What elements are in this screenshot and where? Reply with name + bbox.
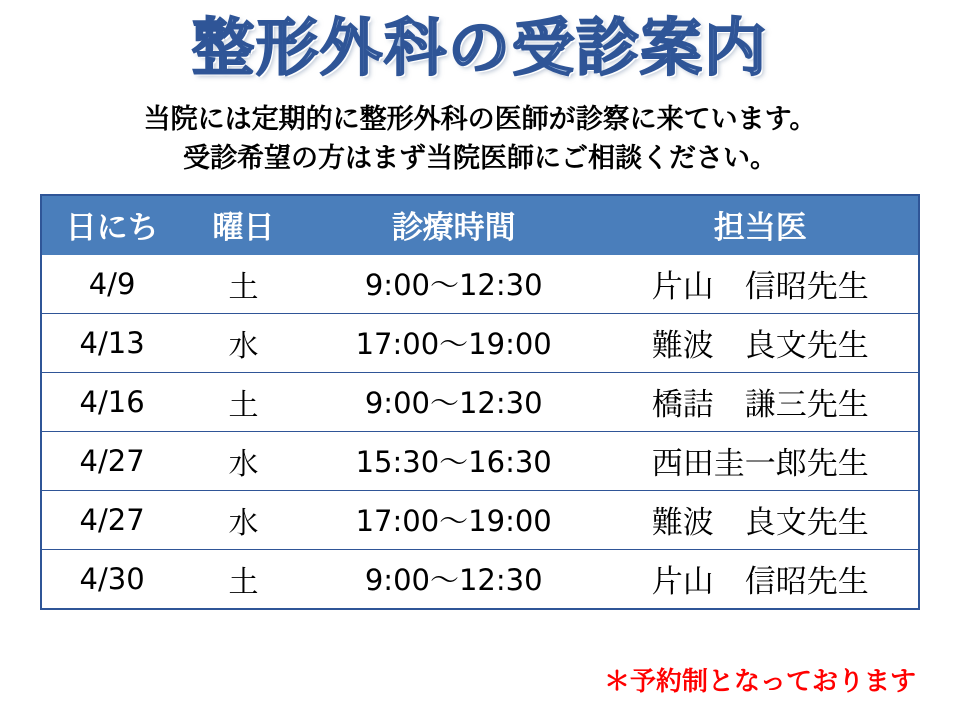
cell-time: 17:00〜19:00 [305,491,603,550]
cell-date: 4/16 [42,373,182,432]
table-row [42,550,918,609]
cell-date: 4/27 [42,432,182,491]
lead-line-1: 当院には定期的に整形外科の医師が診察に来ています。 [143,104,817,136]
column-header-doctor: 担当医 [603,196,918,255]
cell-doctor: 難波 良文先生 [603,314,918,373]
cell-date: 4/27 [42,491,182,550]
cell-day: 水 [182,491,305,550]
cell-doctor: 難波 良文先生 [603,491,918,550]
cell-day: 水 [182,314,305,373]
cell-time: 9:00〜12:30 [305,373,603,432]
cell-time: 9:00〜12:30 [305,550,603,609]
title-area [0,0,960,82]
cell-date: 4/13 [42,314,182,373]
cell-doctor: 西田圭一郎先生 [603,432,918,491]
reservation-note: ＊予約制となっております [603,667,916,697]
cell-date: 4/30 [42,550,182,609]
cell-time: 9:00〜12:30 [305,255,603,314]
table-body [42,255,918,608]
cell-doctor: 片山 信昭先生 [603,550,918,609]
page-title: 整形外科の受診案内 [191,11,768,84]
cell-day: 水 [182,432,305,491]
cell-doctor: 橋詰 謙三先生 [603,373,918,432]
cell-doctor: 片山 信昭先生 [603,255,918,314]
cell-time: 17:00〜19:00 [305,314,603,373]
table-row [42,373,918,432]
cell-time: 15:30〜16:30 [305,432,603,491]
lead-paragraph [0,100,960,178]
cell-day: 土 [182,255,305,314]
lead-line-2: 受診希望の方はまず当院医師にご相談ください。 [183,143,777,175]
table-header-row [42,196,918,255]
column-header-day: 曜日 [182,196,305,255]
schedule-table [42,196,918,608]
table-row [42,314,918,373]
column-header-date: 日にち [42,196,182,255]
table-header [42,196,918,255]
cell-day: 土 [182,550,305,609]
column-header-time: 診療時間 [305,196,603,255]
table-row [42,491,918,550]
table-row [42,432,918,491]
cell-day: 土 [182,373,305,432]
schedule-table-wrapper [40,194,920,610]
cell-date: 4/9 [42,255,182,314]
table-row [42,255,918,314]
